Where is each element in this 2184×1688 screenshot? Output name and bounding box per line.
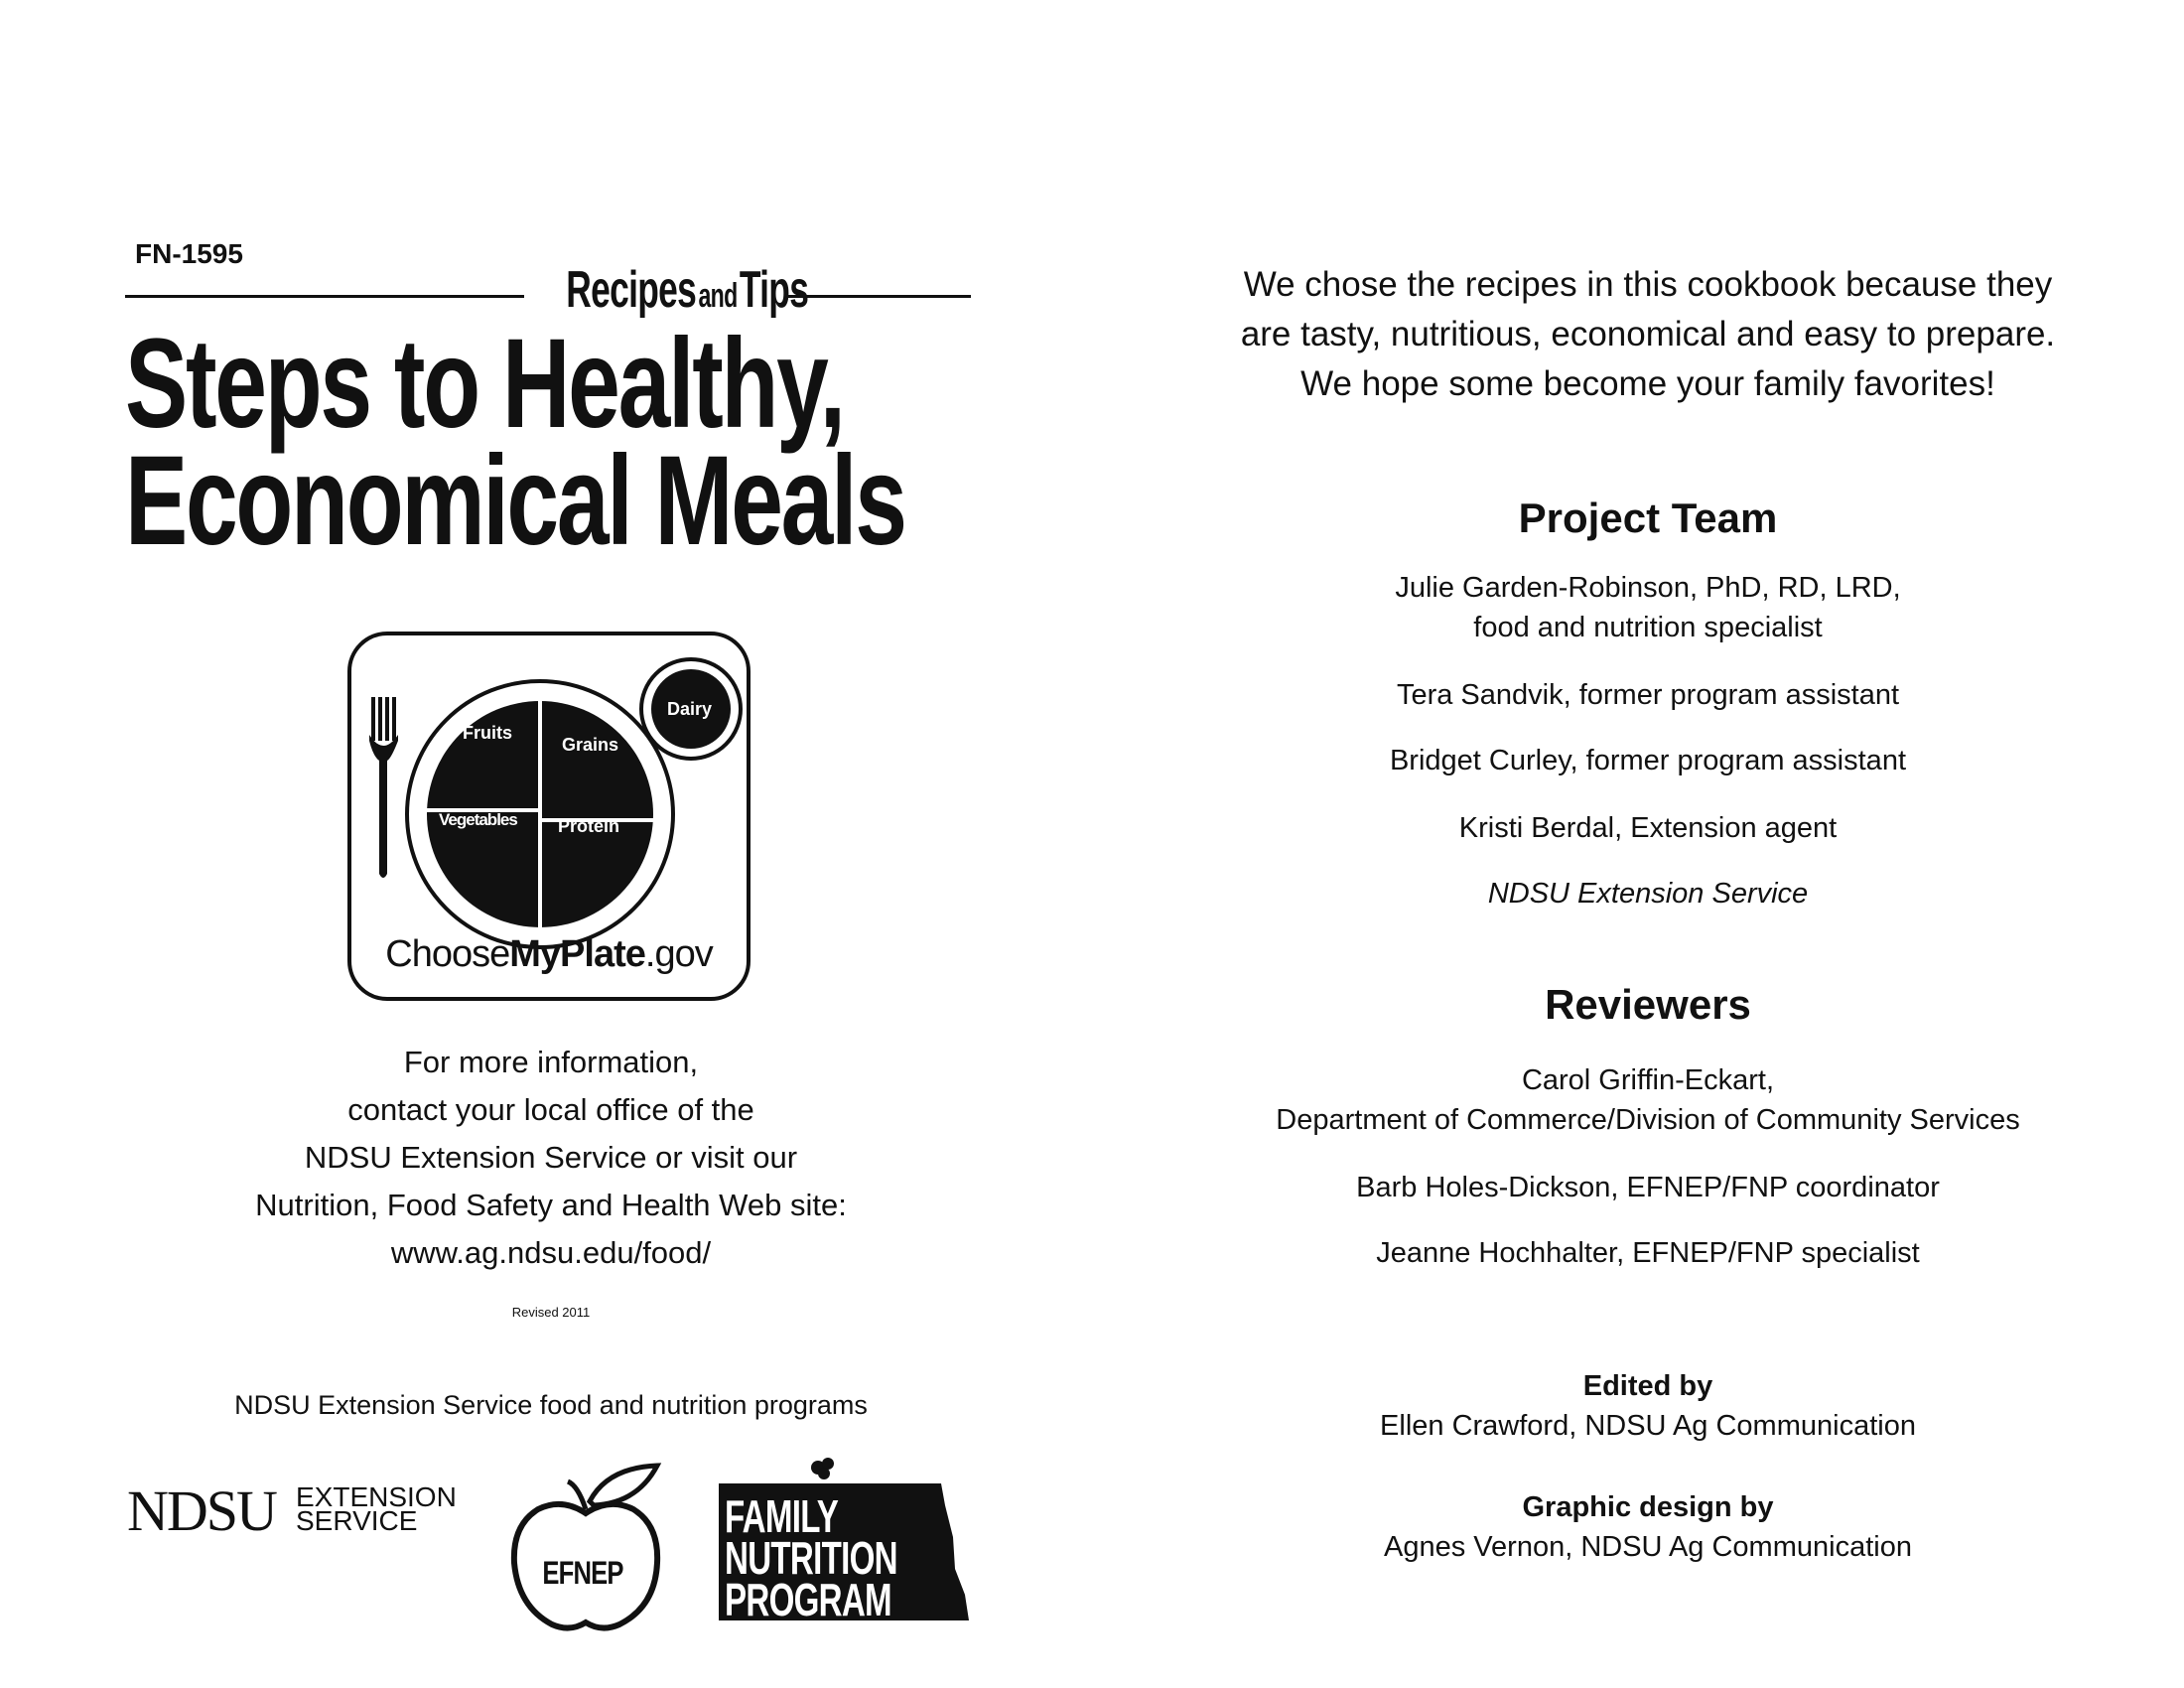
series-word-recipes: Recipes bbox=[566, 261, 697, 319]
carrot-icon bbox=[811, 1458, 834, 1479]
info-line: contact your local office of the bbox=[347, 1092, 754, 1127]
designer-name: Agnes Vernon, NDSU Ag Communication bbox=[1384, 1531, 1912, 1563]
team-organization: NDSU Extension Service bbox=[1487, 878, 1809, 910]
myplate-caption-pre: Choose bbox=[385, 933, 510, 975]
myplate-caption-post: .gov bbox=[644, 933, 713, 975]
family-nutrition-program-logo bbox=[717, 1458, 977, 1632]
plate-label-grains: Grains bbox=[562, 735, 619, 755]
ndsu-extension-logo bbox=[127, 1478, 475, 1543]
title-line-2: Economical Meals bbox=[125, 430, 905, 572]
edited-by-label: Edited by bbox=[1582, 1370, 1713, 1402]
reviewer-name: Carol Griffin-Eckart, bbox=[1521, 1064, 1775, 1096]
reviewer: Barb Holes-Dickson, EFNEP/FNP coordinator bbox=[1356, 1172, 1940, 1203]
fnp-line-nutrition: NUTRITION bbox=[725, 1532, 897, 1584]
reviewers-heading: Reviewers bbox=[1545, 981, 1751, 1028]
plate-label-dairy: Dairy bbox=[667, 699, 713, 719]
intro-line: We chose the recipes in this cookbook because they bbox=[1243, 265, 2053, 304]
info-line: For more information, bbox=[403, 1045, 699, 1079]
series-label bbox=[566, 260, 809, 320]
myplate-caption-bold: MyPlate bbox=[509, 933, 645, 975]
more-info-block bbox=[199, 1039, 903, 1277]
service-word: SERVICE bbox=[296, 1505, 418, 1536]
apple-icon bbox=[508, 1458, 667, 1632]
myplate-logo bbox=[347, 632, 751, 1001]
intro-line: are tasty, nutritious, economical and easy to prepare. bbox=[1240, 315, 2056, 353]
programs-caption: NDSU Extension Service food and nutrition programs bbox=[234, 1390, 868, 1420]
team-member-role: food and nutrition specialist bbox=[1473, 612, 1823, 643]
extension-service-wordmark bbox=[296, 1481, 457, 1536]
reviewer-role: Department of Commerce/Division of Community Services bbox=[1276, 1104, 2020, 1136]
title-rule-right bbox=[786, 295, 971, 298]
project-team-heading: Project Team bbox=[1518, 494, 1778, 541]
team-member: Kristi Berdal, Extension agent bbox=[1458, 812, 1838, 844]
title-rule-left bbox=[125, 295, 524, 298]
publication-code: FN-1595 bbox=[135, 238, 243, 269]
team-member: Tera Sandvik, former program assistant bbox=[1396, 679, 1900, 711]
efnep-wordmark: EFNEP bbox=[542, 1555, 623, 1591]
team-member-name: Julie Garden-Robinson, PhD, RD, LRD, bbox=[1395, 572, 1901, 604]
ndsu-wordmark: NDSU bbox=[127, 1478, 276, 1543]
reviewer: Jeanne Hochhalter, EFNEP/FNP specialist bbox=[1376, 1237, 1920, 1269]
info-line: NDSU Extension Service or visit our bbox=[304, 1140, 798, 1175]
revised-date: Revised 2011 bbox=[511, 1305, 591, 1320]
info-url: www.ag.ndsu.edu/food/ bbox=[390, 1235, 712, 1270]
series-word-tips: Tips bbox=[739, 261, 809, 319]
series-word-and: and bbox=[698, 277, 738, 315]
fnp-line-program: PROGRAM bbox=[725, 1574, 891, 1625]
fork-icon bbox=[369, 697, 398, 878]
team-member: Bridget Curley, former program assistant bbox=[1389, 745, 1907, 776]
team-member bbox=[1152, 568, 2144, 647]
reviewer bbox=[1152, 1060, 2144, 1140]
plate-label-vegetables: Vegetables bbox=[439, 810, 517, 829]
fnp-wordmark bbox=[725, 1490, 897, 1625]
editor-name: Ellen Crawford, NDSU Ag Communication bbox=[1380, 1410, 1916, 1442]
cookbook-title bbox=[125, 313, 985, 572]
fnp-line-family: FAMILY bbox=[725, 1490, 839, 1542]
extension-word: EXTENSION bbox=[296, 1481, 457, 1512]
plate-label-fruits: Fruits bbox=[463, 723, 513, 743]
plate-label-protein: Protein bbox=[558, 816, 620, 836]
intro-paragraph bbox=[1152, 260, 2144, 409]
title-line-1: Steps to Healthy, bbox=[125, 313, 844, 455]
myplate-caption bbox=[351, 933, 747, 976]
intro-line: We hope some become your family favorites! bbox=[1300, 364, 1995, 403]
efnep-logo bbox=[508, 1458, 667, 1632]
graphic-design-label: Graphic design by bbox=[1522, 1491, 1774, 1523]
info-line: Nutrition, Food Safety and Health Web site: bbox=[255, 1188, 847, 1222]
